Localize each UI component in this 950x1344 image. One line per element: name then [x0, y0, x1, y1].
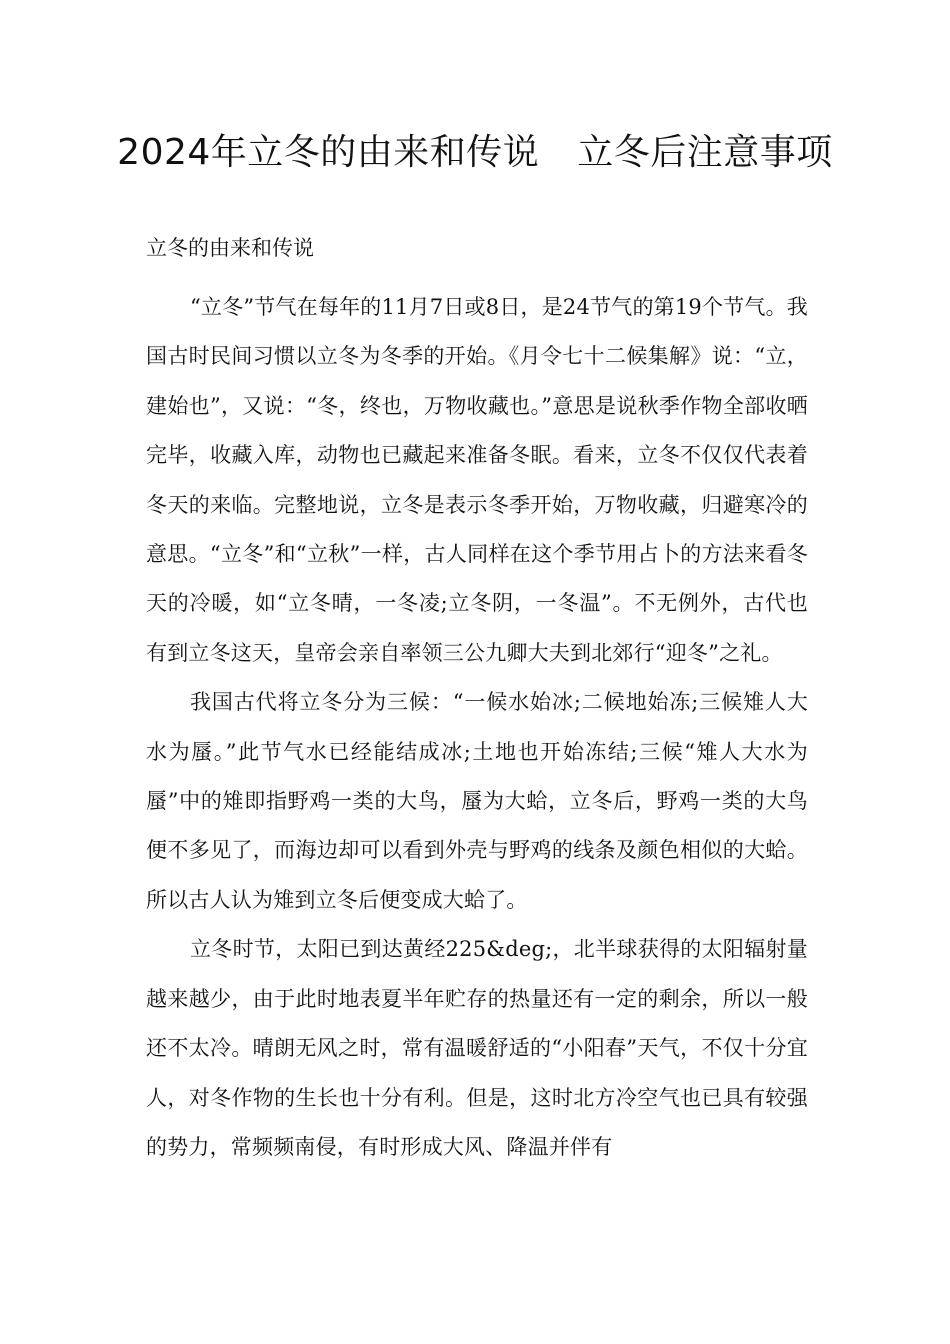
paragraph-1: “立冬”节气在每年的11月7日或8日，是24节气的第19个节气。我国古时民间习惯以立冬为冬季的开始。《月令七十二候集解》说：“立，建始也”，又说：“冬，终也，万物收藏也。”意思是说秋季作物全部收晒完毕，收藏入库，动物也已藏起来准备冬眠。看来，立冬不仅仅代表着冬天的来临。完整地说，立冬是表示冬季开始，万物收藏，归避寒冷的意思。“立冬”和“立秋”一样，古人同样在这个季节用占卜的方法来看冬天的冷暖，如“立冬晴，一冬凌;立冬阴，一冬温”。不无例外，古代也有到立冬这天，皇帝会亲自率领三公九卿大夫到北郊行“迎冬”之礼。 [146, 295, 808, 665]
title-part-2: 立冬后注意事项 [577, 132, 833, 173]
paragraph-3: 立冬时节，太阳已到达黄经225&deg;，北半球获得的太阳辐射量越来越少，由于此时地表夏半年贮存的热量还有一定的剩余，所以一般还不太冷。晴朗无风之时，常有温暖舒适的“小阳春”天气，不仅十分宜人，对冬作物的生长也十分有利。但是，这时北方冷空气也已具有较强的势力，常频频南侵，有时形成大风、降温并伴有 [146, 937, 808, 1159]
section-heading: 立冬的由来和传说 [146, 236, 314, 260]
document-title [100, 128, 850, 178]
body-text [146, 283, 808, 1172]
paragraph-2: 我国古代将立冬分为三候：“一候水始冰;二候地始冻;三候雉人大水为蜃。”此节气水已经能结成冰;土地也开始冻结;三候“雉人大水为蜃”中的雉即指野鸡一类的大鸟，蜃为大蛤，立冬后，野鸡一类的大鸟便不多见了，而海边却可以看到外壳与野鸡的线条及颜色相似的大蛤。所以古人认为雉到立冬后便变成大蛤了。 [146, 690, 808, 912]
title-part-1: 2024年立冬的由来和传说 [117, 132, 540, 173]
